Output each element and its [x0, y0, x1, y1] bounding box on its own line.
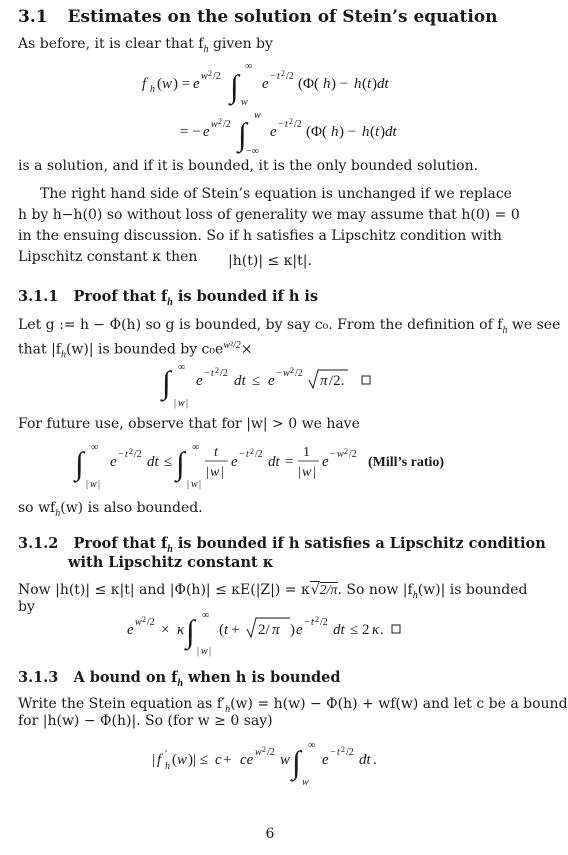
svg-text:t: t [224, 622, 229, 638]
equation-fh-definition [0, 55, 540, 160]
svg-text:2: 2 [289, 117, 293, 126]
svg-text:w: w [337, 449, 344, 460]
svg-text:dt: dt [268, 454, 280, 470]
svg-text:dt: dt [234, 373, 246, 389]
svg-text:=: = [285, 454, 294, 470]
svg-text:e: e [193, 76, 200, 92]
svg-text:w: w [211, 119, 218, 130]
svg-text:/2: /2 [295, 368, 303, 379]
svg-text:) −: ) − [331, 76, 349, 92]
svg-text:f: f [157, 752, 162, 768]
svg-text:w: w [280, 752, 291, 768]
sub3-text: Write the Stein equation as f′ [18, 696, 226, 712]
svg-text:2: 2 [142, 615, 146, 624]
svg-text:/2: /2 [255, 449, 263, 460]
svg-text:(: ( [172, 752, 177, 768]
svg-text:ce: ce [240, 752, 254, 768]
svg-text:w: w [191, 479, 198, 490]
svg-text:|: | [86, 479, 89, 490]
subsection-title-tail: is bounded if h is [177, 288, 319, 305]
svg-text:×: × [161, 622, 170, 638]
svg-text:e: e [203, 124, 210, 140]
svg-text:∞: ∞ [308, 740, 316, 751]
svg-text:≤: ≤ [252, 373, 261, 389]
svg-text:κ: κ [372, 622, 380, 638]
svg-text:w: w [255, 747, 262, 758]
intro-line: As before, it is clear that $f_h$ given by [18, 36, 273, 55]
svg-text:w: w [283, 368, 290, 379]
sub3-text-mid: (w) = h(w) − Φ(h) + wf(w) and let c be a bound [230, 696, 568, 712]
svg-text:w: w [254, 110, 261, 121]
svg-text:2: 2 [290, 366, 294, 375]
sub2-text-tail2: (w)| is bounded [417, 582, 528, 598]
svg-text:dt: dt [333, 622, 345, 638]
subsection-heading-3-1-3: 3.1.3 A bound on $f_h$ when h is bounded [18, 669, 341, 689]
svg-text:t: t [211, 368, 214, 379]
so-wfh-text: so wf [18, 500, 56, 516]
svg-text:/2: /2 [134, 449, 142, 460]
sub2-text-tail: . So now |f [337, 582, 413, 598]
svg-text:h: h [331, 124, 339, 140]
svg-text:/2: /2 [220, 368, 228, 379]
svg-text:w: w [201, 646, 208, 657]
svg-text:∞: ∞ [245, 61, 253, 72]
svg-text:/2: /2 [213, 71, 221, 82]
svg-text:/2.: /2. [329, 373, 345, 389]
svg-text:2: 2 [250, 447, 254, 456]
after-eq1-text: is a solution, and if it is bounded, it is the only bounded solution. [18, 158, 479, 174]
section-heading [18, 7, 498, 27]
svg-text:w: w [302, 777, 309, 788]
svg-text:−: − [204, 368, 210, 379]
svg-text:≤ 2: ≤ 2 [350, 622, 370, 638]
svg-text:/2: /2 [223, 119, 231, 130]
equation-lipschitz-bound [0, 605, 540, 657]
svg-text:2/: 2/ [258, 622, 270, 638]
svg-text:−: − [330, 449, 336, 460]
svg-text:e: e [110, 454, 117, 470]
sub1-line1: Let g := h − Φ(h) so g is bounded, by say c₀. From the definition of $f_h$ we see [18, 317, 561, 336]
svg-text:.: . [373, 752, 377, 768]
svg-text:f: f [142, 76, 147, 92]
sub2-by: by [18, 599, 35, 615]
subsection-number: 3.1.1 [18, 288, 59, 305]
svg-text:e: e [268, 373, 275, 389]
svg-text:/2: /2 [320, 617, 328, 628]
sub1-text2: that |f [18, 341, 61, 358]
svg-text:1: 1 [303, 445, 310, 460]
equation-gaussian-tail-bound [0, 360, 540, 415]
svg-text:dt: dt [359, 752, 371, 768]
svg-text:2: 2 [281, 69, 285, 78]
svg-text:≤: ≤ [164, 454, 173, 470]
svg-text:|: | [98, 479, 101, 490]
svg-text:/2: /2 [346, 747, 354, 758]
svg-text:∞: ∞ [192, 442, 200, 453]
svg-text:|: | [221, 465, 224, 480]
equation-derivative-bound [0, 735, 540, 790]
svg-text:t: t [277, 71, 280, 82]
svg-text:∫: ∫ [75, 445, 84, 481]
svg-text:∞: ∞ [91, 442, 99, 453]
svg-text:κ: κ [177, 622, 185, 638]
svg-text:t: t [125, 449, 128, 460]
svg-text:|: | [187, 479, 190, 490]
svg-text:|: | [298, 465, 301, 480]
svg-text:(Φ(: (Φ( [306, 124, 327, 140]
svg-text:h: h [362, 124, 370, 140]
svg-text:|: | [186, 398, 189, 409]
svg-text:w: w [162, 76, 173, 92]
svg-text:dt: dt [385, 124, 397, 140]
svg-text:t: t [337, 747, 340, 758]
svg-text:−: − [239, 449, 245, 460]
mills-ratio-label: (Mill’s ratio) [368, 455, 445, 470]
future-use-text: For future use, observe that for |w| > 0 we have [18, 416, 360, 432]
subsection-heading-3-1-1: 3.1.1 Proof that $f_h$ is bounded if h is [18, 288, 319, 308]
svg-text:2: 2 [218, 117, 222, 126]
page-number: 6 [265, 826, 275, 842]
svg-text:w: w [90, 479, 97, 490]
svg-text:w: w [210, 465, 220, 480]
equation-mills-ratio [0, 438, 540, 498]
svg-text:∞: ∞ [202, 610, 210, 621]
svg-text:|: | [174, 398, 177, 409]
svg-text:h: h [165, 761, 170, 772]
svg-text:2: 2 [315, 615, 319, 624]
so-wfh-tail: (w) is also bounded. [60, 500, 203, 516]
svg-text:) −: ) − [339, 124, 357, 140]
svg-text:−: − [270, 71, 276, 82]
svg-text:−: − [330, 747, 336, 758]
subsection-title: A bound on f [73, 669, 178, 686]
svg-text:−: − [118, 449, 124, 460]
svg-text:w: w [135, 617, 142, 628]
subsection-number: 3.1.2 [18, 535, 59, 552]
svg-text:+: + [231, 622, 240, 638]
svg-text:e: e [322, 752, 329, 768]
sqrt-2-over-pi: √2/π [310, 582, 338, 598]
svg-text:π: π [320, 373, 328, 389]
svg-text:t: t [246, 449, 249, 460]
svg-text:−: − [304, 617, 310, 628]
svg-text:w: w [178, 398, 185, 409]
svg-text:e: e [322, 454, 329, 470]
svg-text:∫: ∫ [176, 445, 185, 481]
svg-text:e: e [296, 622, 303, 638]
svg-text:dt: dt [147, 454, 159, 470]
svg-text:= −: = − [180, 124, 201, 140]
svg-text:∫: ∫ [186, 613, 195, 649]
svg-text:−∞: −∞ [246, 146, 259, 157]
svg-text:|: | [197, 646, 200, 657]
sub2-text: Now |h(t)| ≤ κ|t| and |Φ(h)| ≤ κE(|Z|) = κ [18, 582, 310, 598]
svg-text:e: e [127, 622, 134, 638]
svg-text:h: h [354, 76, 362, 92]
svg-text:w: w [201, 71, 208, 82]
svg-text:t: t [367, 76, 372, 92]
svg-text:h: h [150, 84, 155, 95]
svg-text:)| ≤: )| ≤ [188, 752, 208, 768]
equation-lipschitz: |h(t)| ≤ κ|t|. [228, 253, 312, 269]
svg-text:−: − [278, 119, 284, 130]
svg-text:−: − [276, 368, 282, 379]
svg-text:2: 2 [129, 447, 133, 456]
subsection-title-tail: is bounded if h satisfies a Lipschitz condition [177, 535, 546, 552]
svg-text:|: | [199, 479, 202, 490]
subsection-title: Proof that f [73, 288, 168, 305]
svg-text:.: . [380, 622, 384, 638]
svg-text:2: 2 [341, 745, 345, 754]
svg-text:2: 2 [344, 447, 348, 456]
svg-text:|: | [206, 465, 209, 480]
svg-text:/2: /2 [147, 617, 155, 628]
svg-text:e: e [196, 373, 203, 389]
sub1-text-tail: we see [511, 317, 561, 333]
svg-text:∫: ∫ [162, 364, 171, 400]
subsection-heading-3-1-2: 3.1.2 Proof that $f_h$ is bounded if h satisfies a Lipschitz condition [18, 535, 546, 555]
section-title: Estimates on the solution of Stein’s equation [67, 7, 498, 27]
svg-text:) =: ) = [173, 76, 191, 92]
sub1-line2: that $|f_h(w)|$ is bounded by $c_0e^{w^2/2}\times$ [18, 340, 253, 361]
svg-text:(: ( [157, 76, 162, 92]
svg-text:|: | [152, 752, 156, 768]
so-wfh-line: so $wf_h(w)$ is also bounded. [18, 500, 203, 519]
svg-text:t: t [375, 124, 380, 140]
sub2-line1: Now |h(t)| ≤ κ|t| and |Φ(h)| ≤ κE(|Z|) = κ√2/π. So now $|f_h(w)|$ is bounded [18, 582, 528, 601]
svg-text:t: t [285, 119, 288, 130]
svg-text:/2: /2 [294, 119, 302, 130]
svg-text:e: e [262, 76, 269, 92]
svg-text:2: 2 [215, 366, 219, 375]
svg-text:+: + [223, 752, 232, 768]
svg-text:(: ( [219, 622, 224, 638]
svg-text:w: w [177, 752, 188, 768]
section-number: 3.1 [18, 7, 48, 27]
svg-text:∫: ∫ [238, 116, 247, 152]
svg-text:(: ( [370, 124, 375, 140]
svg-text:/2: /2 [349, 449, 357, 460]
svg-text:): ) [380, 124, 385, 140]
svg-text:dt: dt [377, 76, 389, 92]
svg-text:/2: /2 [286, 71, 294, 82]
sub3-line1: Write the Stein equation as $f'_h(w) = h(w) - \Phi(h) + wf(w)$ and let c be a bound [18, 696, 568, 715]
intro-text-tail: given by [212, 36, 273, 52]
svg-text:2: 2 [208, 69, 212, 78]
svg-text:∞: ∞ [178, 362, 186, 373]
subsection-title-tail: when h is bounded [187, 669, 341, 686]
svg-text:|: | [209, 646, 212, 657]
svg-text:π: π [272, 622, 280, 638]
svg-text:(: ( [362, 76, 367, 92]
subsection-title: Proof that f [73, 535, 168, 552]
svg-text:′: ′ [165, 749, 168, 760]
svg-text:w: w [302, 465, 312, 480]
subsection-heading-3-1-2-line2: with Lipschitz constant κ [68, 554, 274, 571]
svg-text:): ) [372, 76, 377, 92]
svg-text:∫: ∫ [230, 68, 239, 104]
svg-text:w: w [241, 97, 248, 108]
svg-text:2: 2 [262, 745, 266, 754]
intro-text: As before, it is clear that f [18, 36, 204, 52]
sub3-line2: for |h(w) − Φ(h)|. So (for w ≥ 0 say) [18, 713, 273, 729]
svg-text:h: h [323, 76, 331, 92]
svg-text:): ) [290, 622, 295, 638]
svg-text:(Φ(: (Φ( [298, 76, 319, 92]
svg-text:t: t [214, 445, 218, 460]
svg-text:e: e [270, 124, 277, 140]
sub1-text2-tail: (w)| is bounded by c₀e [65, 341, 224, 358]
paragraph-lipschitz: The right hand side of Stein’s equation is unchanged if we replace h by h−h(0) so without loss of generality we may assume that h(0) = 0 in the ensuing discussion. So if h satisfies a Lipschitz condition with Lipschitz constant κ then [18, 186, 520, 265]
svg-text:e: e [231, 454, 238, 470]
svg-text:/2: /2 [267, 747, 275, 758]
svg-text:c: c [215, 752, 222, 768]
svg-text:t: t [311, 617, 314, 628]
sub1-text: Let g := h − Φ(h) so g is bounded, by say c₀. From the definition of f [18, 317, 503, 333]
subsection-number: 3.1.3 [18, 669, 59, 686]
svg-text:∫: ∫ [292, 744, 301, 780]
svg-text:|: | [313, 465, 316, 480]
